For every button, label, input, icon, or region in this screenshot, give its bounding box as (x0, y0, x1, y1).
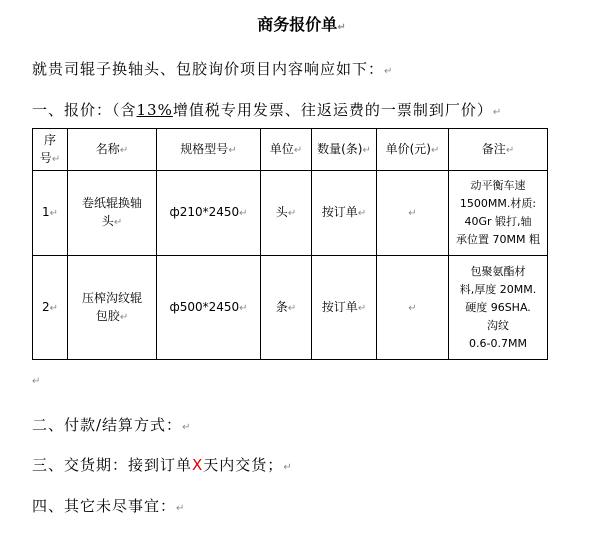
document-title: 商务报价单↵ (257, 15, 346, 34)
row-spec: ф210*2450↵ (157, 171, 261, 256)
section-payment: 二、付款/结算方式：↵ (32, 416, 192, 434)
row-price: ↵ (377, 256, 449, 360)
table-row (33, 256, 548, 360)
quote-table (32, 128, 548, 360)
row-note: 动平衡车速 1500MM.材质: 40Gr 锻打,轴 承位置 70MM 粗 (449, 171, 548, 256)
row-price: ↵ (377, 171, 449, 256)
header-seq: 序 号↵ (33, 129, 68, 171)
row-qty: 按订单↵ (312, 171, 377, 256)
row-qty: 按订单↵ (312, 256, 377, 360)
row-name: 卷纸辊换轴 头↵ (68, 171, 157, 256)
intro-paragraph: 就贵司辊子换轴头、包胶询价项目内容响应如下：↵ (32, 60, 394, 78)
header-spec: 规格型号↵ (157, 129, 261, 171)
row-seq: 1↵ (33, 171, 68, 256)
empty-paragraph: ↵ (32, 376, 41, 387)
section-delivery: 三、交货期：接到订单X天内交货；↵ (32, 456, 293, 474)
header-qty: 数量(条)↵ (312, 129, 377, 171)
row-name: 压榨沟纹辊 包胶↵ (68, 256, 157, 360)
delivery-days: X (192, 456, 204, 474)
table-header-row (33, 129, 548, 171)
row-seq: 2↵ (33, 256, 68, 360)
row-unit: 条↵ (261, 256, 312, 360)
header-price: 单价(元)↵ (377, 129, 449, 171)
row-note: 包聚氨酯材 料,厚度 20MM. 硬度 96SHA. 沟纹 0.6-0.7MM (449, 256, 548, 360)
tax-rate: 13% (136, 101, 173, 119)
header-name: 名称↵ (68, 129, 157, 171)
section-quote-heading: 一、报价：（含13%增值税专用发票、往返运费的一票制到厂价）↵ (32, 101, 503, 119)
table-row (33, 171, 548, 256)
header-unit: 单位↵ (261, 129, 312, 171)
header-note: 备注↵ (449, 129, 548, 171)
row-spec: ф500*2450↵ (157, 256, 261, 360)
section-other: 四、其它未尽事宜：↵ (32, 497, 186, 515)
row-unit: 头↵ (261, 171, 312, 256)
